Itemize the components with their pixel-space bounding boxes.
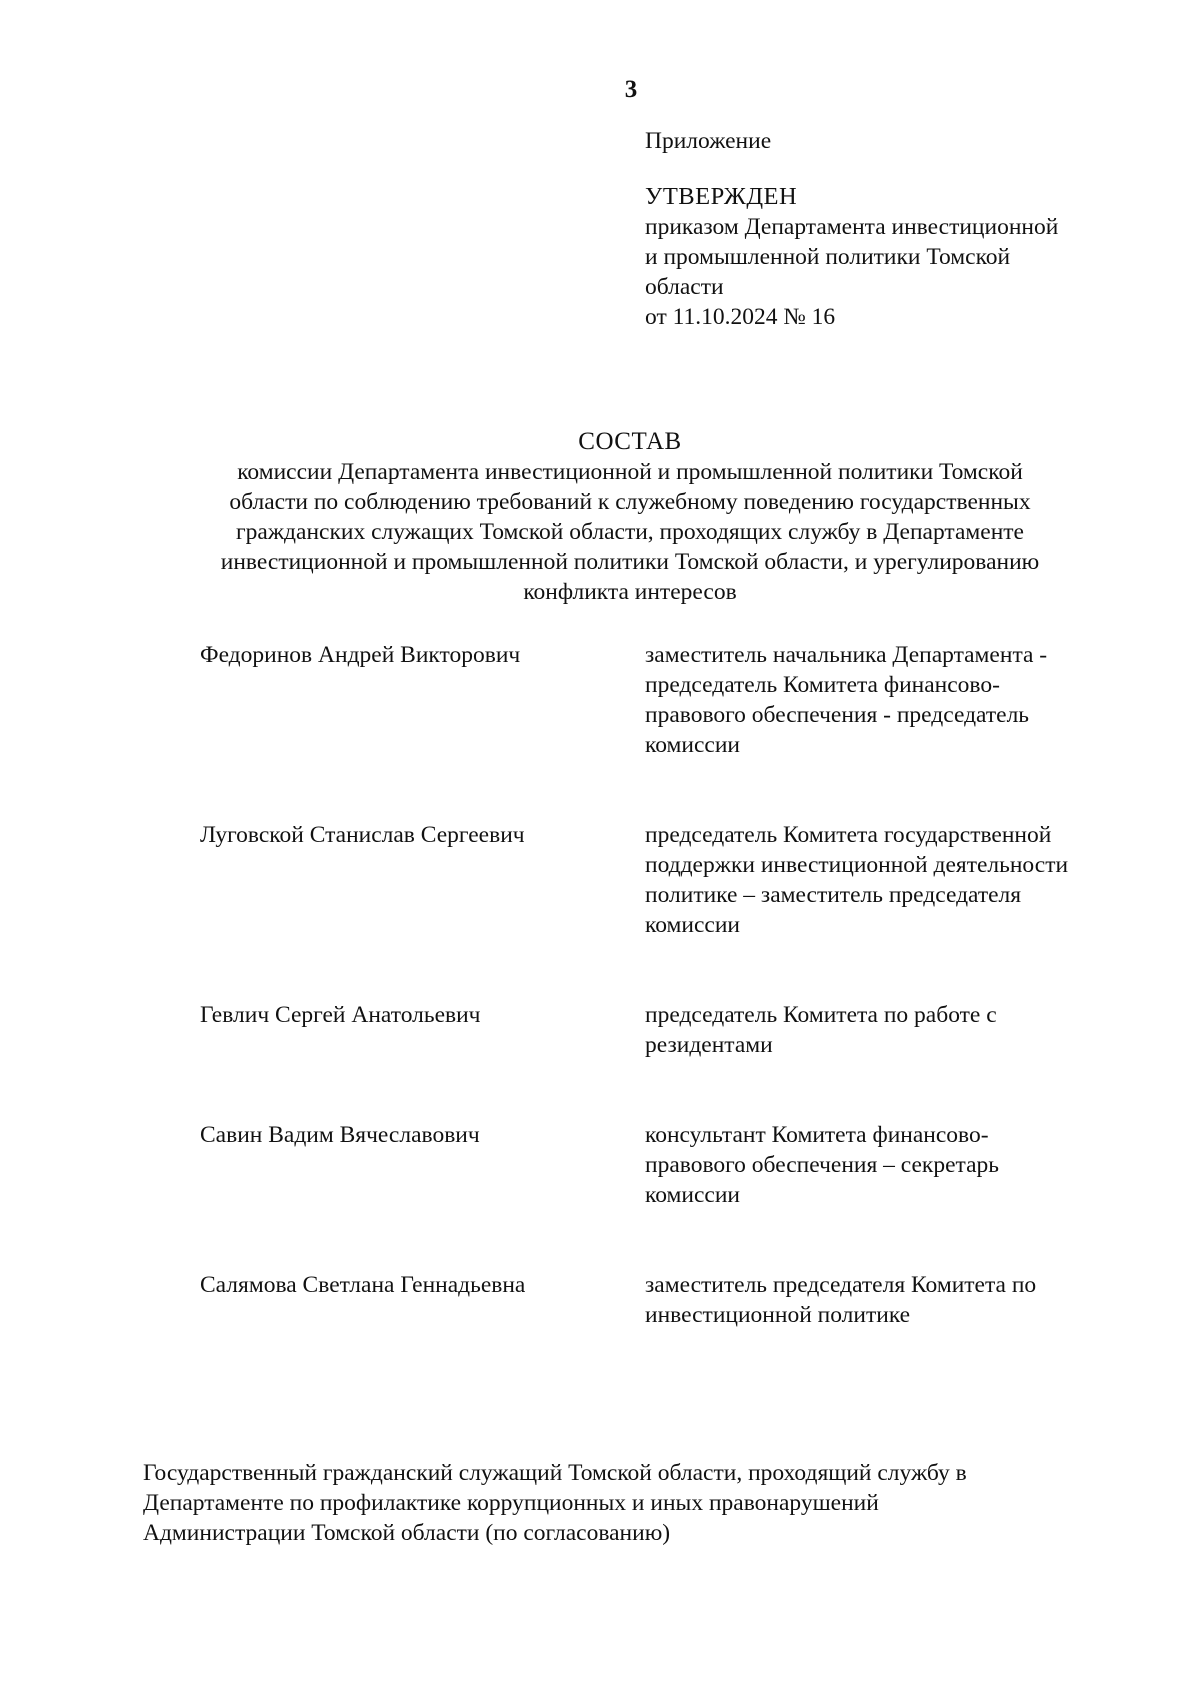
- role-line: председатель Комитета финансово-: [645, 672, 1000, 698]
- member-role: [645, 1000, 1165, 1060]
- title-line: инвестиционной и промышленной политики Томской области, и урегулированию: [220, 549, 1040, 575]
- footer-note: [143, 1458, 1143, 1548]
- approval-stamp: [645, 126, 1165, 332]
- role-line: резидентами: [645, 1032, 773, 1058]
- title-line: конфликта интересов: [523, 579, 737, 605]
- role-line: политике – заместитель председателя: [645, 882, 1022, 908]
- title-line: области по соблюдению требований к служебному поведению государственных: [229, 489, 1031, 515]
- page-number: 3: [624, 76, 638, 103]
- approval-line: приказом Департамента инвестиционной: [645, 214, 1059, 240]
- footer-note-line: Администрации Томской области (по согласованию): [143, 1520, 671, 1546]
- member-role: [645, 820, 1165, 940]
- title-heading: СОСТАВ: [578, 428, 682, 455]
- role-line: заместитель начальника Департамента -: [645, 642, 1048, 668]
- role-line: комиссии: [645, 1182, 740, 1208]
- role-line: комиссии: [645, 732, 740, 758]
- member-name: Савин Вадим Вячеславович: [200, 1122, 480, 1148]
- approval-line: области: [645, 274, 724, 300]
- member-role: [645, 1120, 1165, 1210]
- footer-note-line: Государственный гражданский служащий Томской области, проходящий службу в: [143, 1460, 967, 1486]
- member-name: Гевлич Сергей Анатольевич: [200, 1002, 481, 1028]
- member-name: Федоринов Андрей Викторович: [200, 642, 521, 668]
- role-line: комиссии: [645, 912, 740, 938]
- member-name: Салямова Светлана Геннадьевна: [200, 1272, 526, 1298]
- role-line: правового обеспечения – секретарь: [645, 1152, 999, 1178]
- member-name: Луговской Станислав Сергеевич: [200, 822, 525, 848]
- appendix-label: Приложение: [645, 128, 772, 154]
- role-line: правового обеспечения - председатель: [645, 702, 1030, 728]
- title-line: комиссии Департамента инвестиционной и промышленной политики Томской: [237, 459, 1023, 485]
- role-line: заместитель председателя Комитета по: [645, 1272, 1037, 1298]
- role-line: председатель Комитета государственной: [645, 822, 1052, 848]
- member-role: [645, 640, 1165, 760]
- role-line: консультант Комитета финансово-: [645, 1122, 989, 1148]
- approval-line: и промышленной политики Томской: [645, 244, 1011, 270]
- approved-label: УТВЕРЖДЕН: [645, 183, 798, 210]
- role-line: инвестиционной политике: [645, 1302, 911, 1328]
- footer-note-line: Департаменте по профилактике коррупционных и иных правонарушений: [143, 1490, 879, 1516]
- approval-order-date: от 11.10.2024 № 16: [645, 304, 836, 330]
- role-line: поддержки инвестиционной деятельности: [645, 852, 1069, 878]
- document-title: [100, 427, 1160, 607]
- role-line: председатель Комитета по работе с: [645, 1002, 997, 1028]
- title-line: гражданских служащих Томской области, проходящих службу в Департаменте: [236, 519, 1024, 545]
- member-role: [645, 1270, 1165, 1330]
